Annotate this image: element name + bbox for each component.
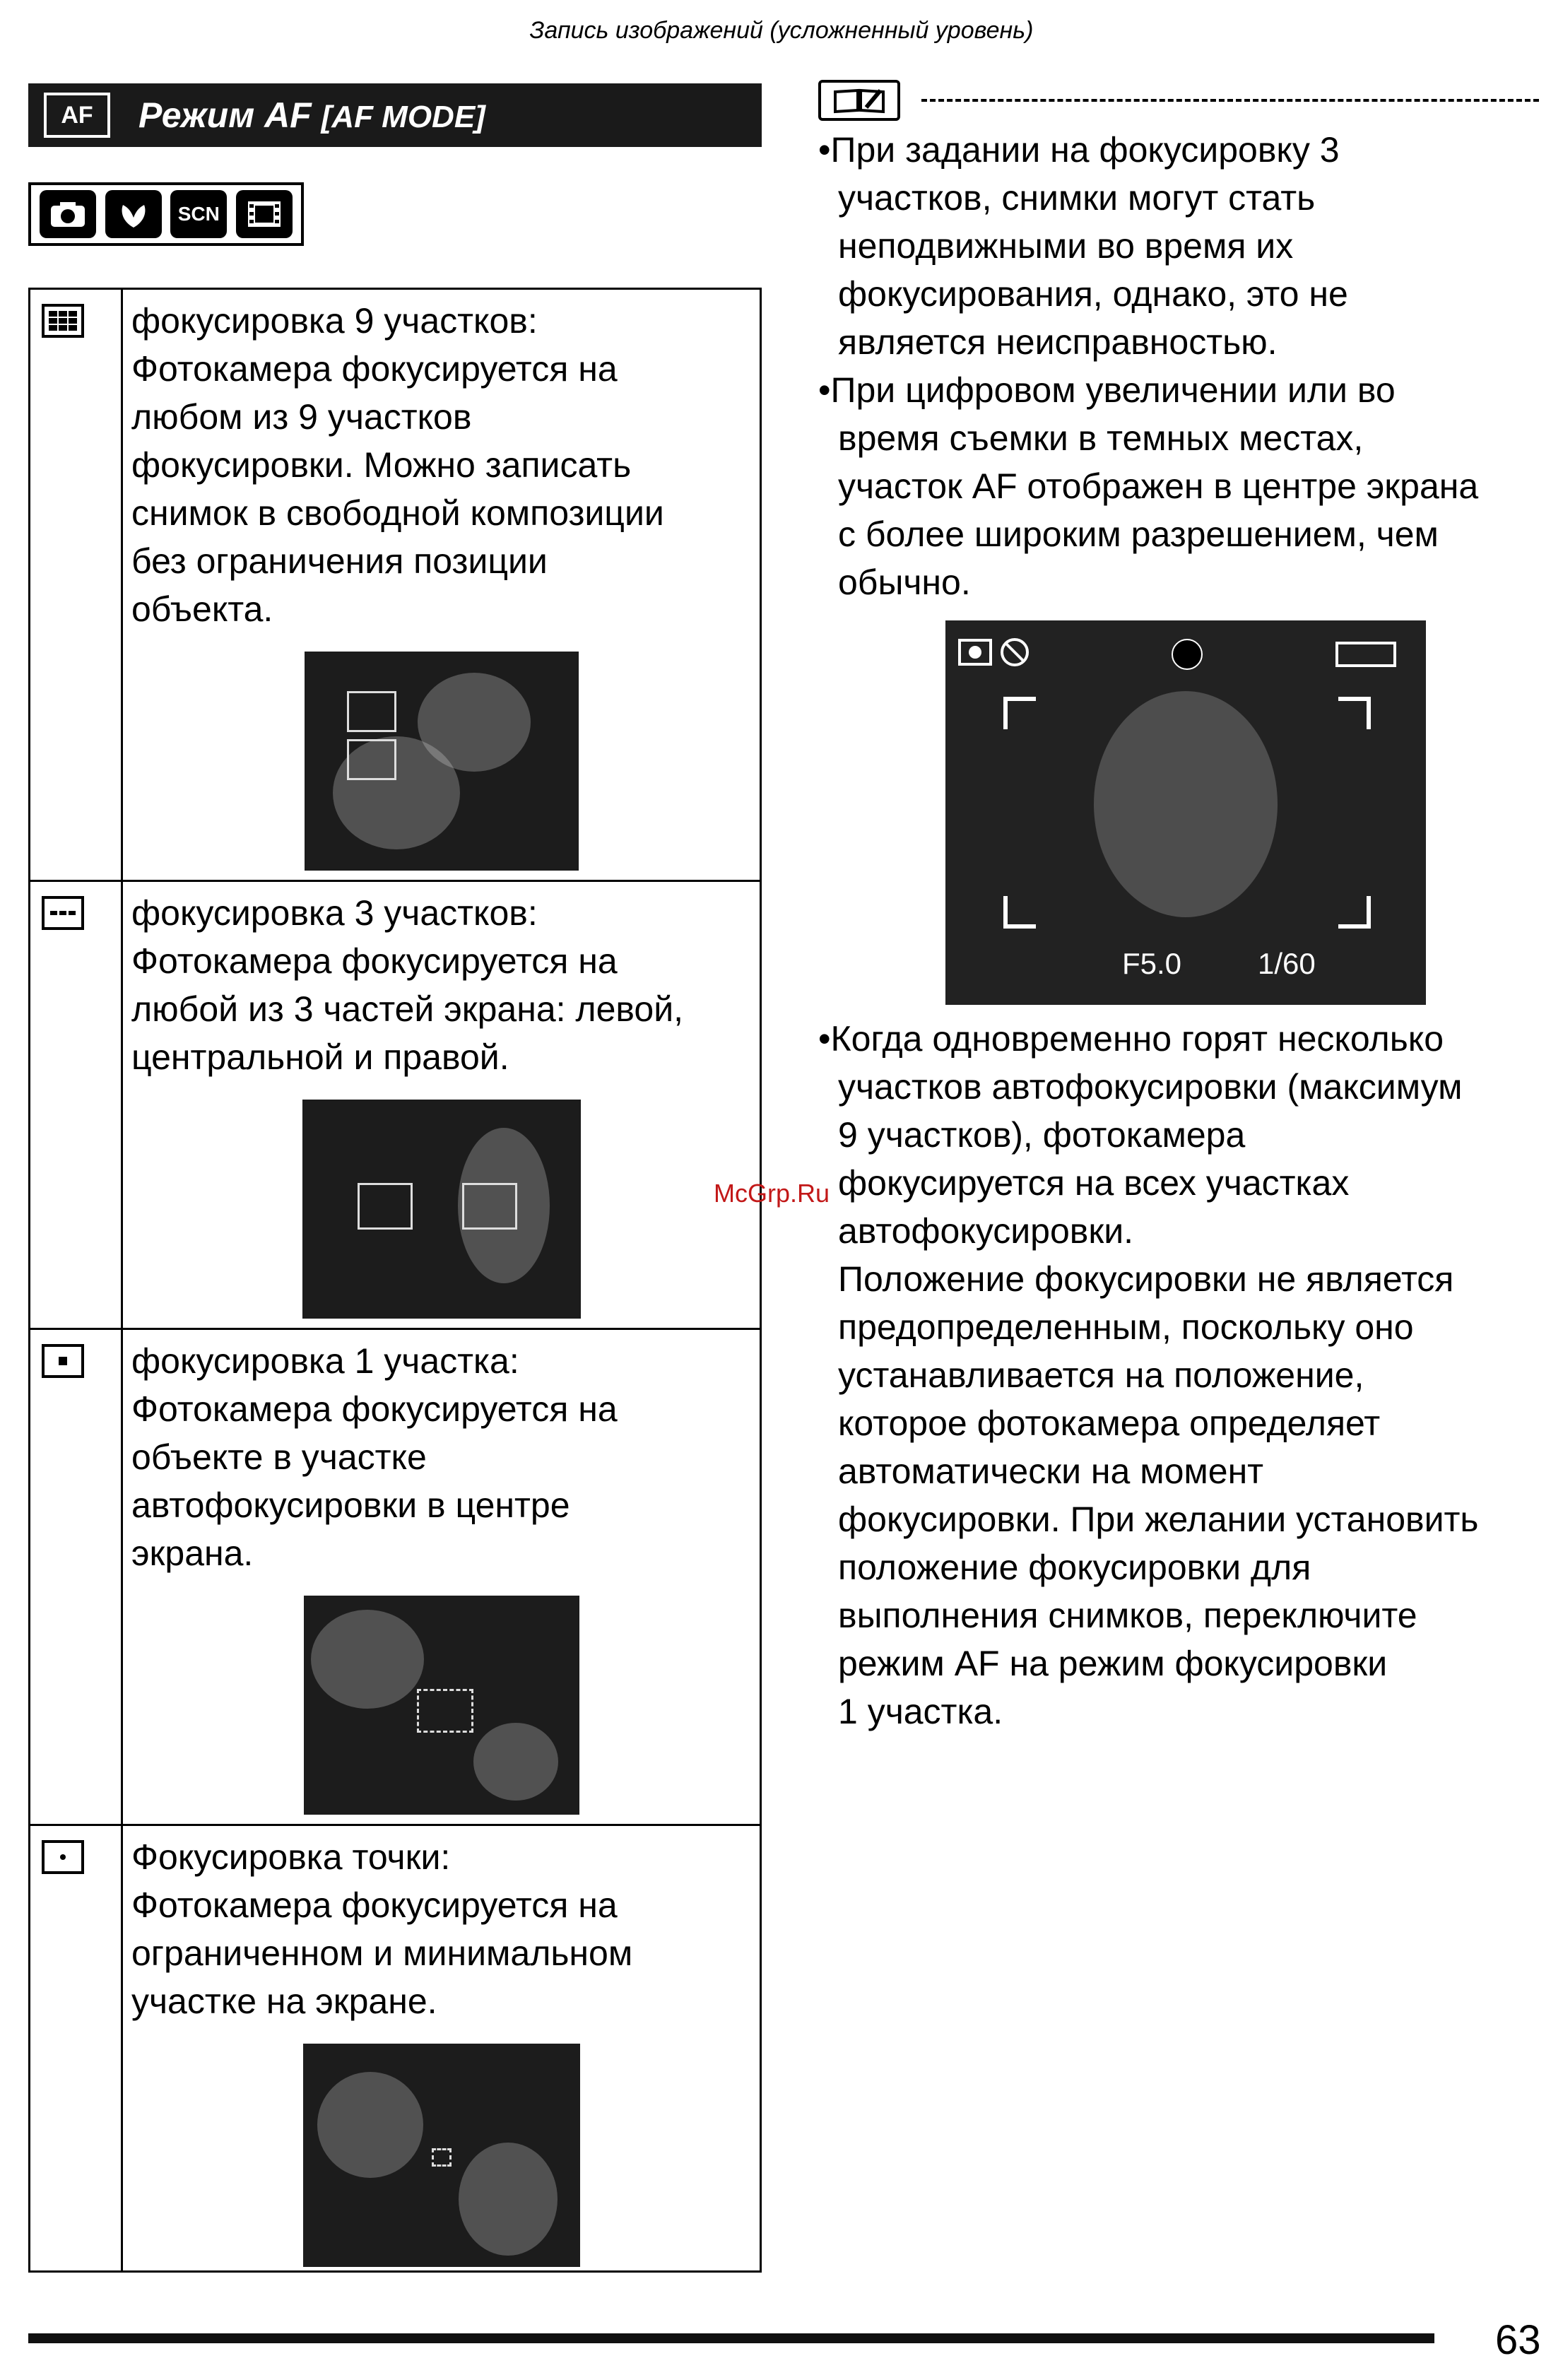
note-book-icon xyxy=(818,80,900,121)
row-description: Фокусировка точки: Фотокамера фокусируется на ограниченном и минимальном участке на экране. xyxy=(131,1837,633,2021)
dashed-divider xyxy=(921,99,1539,102)
mode-icons xyxy=(28,182,304,246)
macro-icon xyxy=(105,190,162,238)
example-photo xyxy=(304,1596,579,1815)
note-header xyxy=(818,79,1539,122)
af-frame-corner xyxy=(1003,697,1036,729)
af-mode-table xyxy=(28,288,762,2273)
camera-mode-icon xyxy=(958,636,1036,676)
focus-indicator-icon xyxy=(1172,639,1203,670)
scn-icon: SCN xyxy=(170,190,227,238)
example-photo xyxy=(302,1100,581,1319)
aperture-value: F5.0 xyxy=(1122,947,1182,980)
three-area-icon xyxy=(42,896,84,930)
note-item: • При задании на фокусировку 3 участков, снимки могут стать неподвижными во время их фокусирования, однако, это не является неисправностью. xyxy=(818,126,1546,366)
section-title-sub: [AF MODE] xyxy=(321,100,485,134)
table-row xyxy=(28,1330,762,1826)
example-photo xyxy=(305,652,579,871)
nine-area-icon xyxy=(42,304,84,338)
af-frame-corner xyxy=(1338,697,1371,729)
af-badge: AF xyxy=(44,93,110,138)
note-item: • При цифровом увеличении или во время съемки в темных местах, участок AF отображен в центре экрана с более широким разрешением, чем обычно. xyxy=(818,366,1546,606)
table-row xyxy=(28,1826,762,2273)
one-area-icon xyxy=(42,1344,84,1378)
row-description: фокусировка 1 участка: Фотокамера фокусируется на объекте в участке автофокусировки в центре экрана. xyxy=(131,1341,618,1573)
section-title-main: Режим AF xyxy=(138,95,312,135)
watermark: McGrp.Ru xyxy=(714,1179,830,1208)
notes-list-continued xyxy=(818,1015,1546,1736)
camera-screen-example xyxy=(945,620,1426,1005)
page-number: 63 xyxy=(1495,2317,1541,2363)
af-frame-corner xyxy=(1003,896,1036,929)
af-frame-corner xyxy=(1338,896,1371,929)
movie-icon xyxy=(236,190,293,238)
section-title xyxy=(138,95,485,136)
note-paragraph: Положение фокусировки не является предопределенным, поскольку оно устанавливается на положение, которое фотокамера определяет автоматически на момент фокусировки. При желании установить положение фокусировки для выполнения снимков, переключите режим AF на режим фокусировки 1 участка. xyxy=(838,1259,1479,1731)
notes-list xyxy=(818,126,1546,606)
footer-bar xyxy=(28,2333,1434,2343)
row-description: фокусировка 3 участков: Фотокамера фокусируется на любой из 3 частей экрана: левой, центральной и правой. xyxy=(131,893,684,1077)
camera-icon xyxy=(40,190,96,238)
note-item: • Когда одновременно горят несколько участков автофокусировки (максимум 9 участков), фотокамера фокусируется на всех участках автофокусировки. xyxy=(818,1015,1546,1255)
row-description: фокусировка 9 участков: Фотокамера фокусируется на любом из 9 участков фокусировки. Можно записать снимок в свободной композиции без ограничения позиции объекта. xyxy=(131,301,664,629)
example-photo xyxy=(303,2044,580,2267)
table-row xyxy=(28,882,762,1330)
spot-icon xyxy=(42,1840,84,1874)
shutter-value: 1/60 xyxy=(1258,947,1316,980)
table-row xyxy=(28,290,762,882)
page-header: Запись изображений (усложненный уровень) xyxy=(529,17,1034,44)
section-title-bar xyxy=(28,83,762,147)
battery-icon xyxy=(1335,642,1396,667)
